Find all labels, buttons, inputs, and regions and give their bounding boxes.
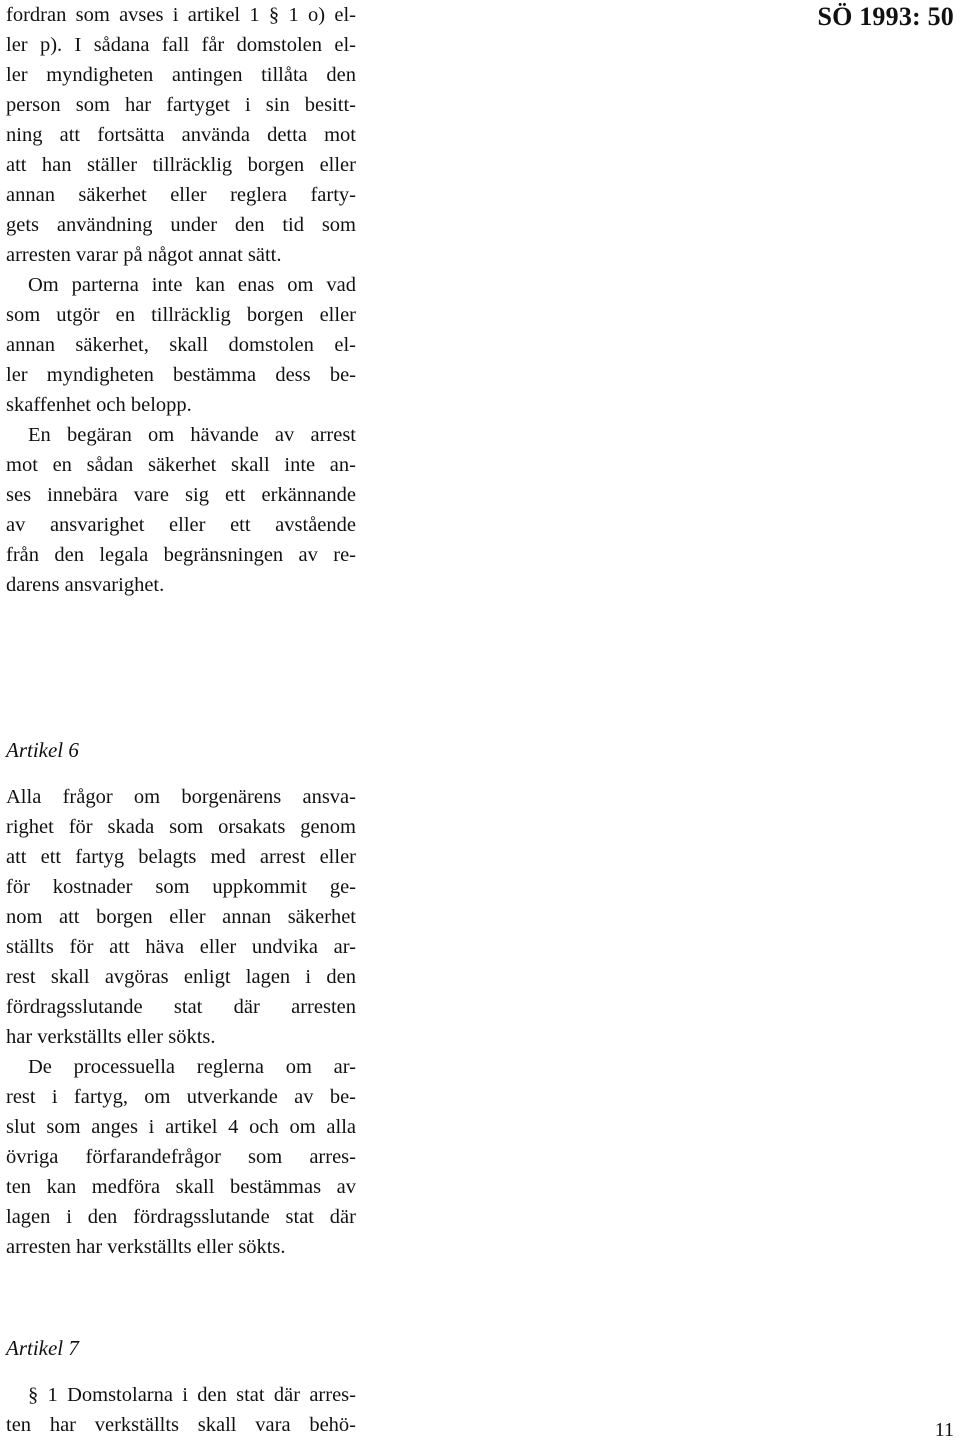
text-line: att han ställer tillräcklig borgen eller bbox=[6, 154, 356, 176]
document-reference: SÖ 1993: 50 bbox=[817, 2, 954, 31]
article-6-heading: Artikel 6 bbox=[6, 738, 79, 762]
text-line: ler myndigheten antingen tillåta den bbox=[6, 64, 356, 86]
text-line: righet för skada som orsakats genom bbox=[6, 816, 356, 838]
text-line: skaffenhet och belopp. bbox=[6, 394, 192, 416]
text-line: nom att borgen eller annan säkerhet bbox=[6, 906, 356, 928]
text-line: ler myndigheten bestämma dess be- bbox=[6, 364, 356, 386]
text-line: från den legala begränsningen av re- bbox=[6, 544, 356, 566]
text-line: som utgör en tillräcklig borgen eller bbox=[6, 304, 356, 326]
text-line: En begäran om hävande av arrest bbox=[28, 424, 356, 446]
text-line: Om parterna inte kan enas om vad bbox=[28, 274, 356, 296]
page-number: 11 bbox=[934, 1419, 954, 1441]
text-line: rest skall avgöras enligt lagen i den bbox=[6, 966, 356, 988]
text-line: arresten har verkställts eller sökts. bbox=[6, 1236, 286, 1258]
text-line: rest i fartyg, om utverkande av be- bbox=[6, 1086, 356, 1108]
text-line: annan säkerhet eller reglera farty- bbox=[6, 184, 356, 206]
text-line: slut som anges i artikel 4 och om alla bbox=[6, 1116, 356, 1138]
text-line: ställts för att häva eller undvika ar- bbox=[6, 936, 356, 958]
text-line: ning att fortsätta använda detta mot bbox=[6, 124, 356, 146]
text-line: lagen i den fördragsslutande stat där bbox=[6, 1206, 356, 1228]
text-line: övriga förfarandefrågor som arres- bbox=[6, 1146, 356, 1168]
text-line: ler p). I sådana fall får domstolen el- bbox=[6, 34, 356, 56]
text-line: mot en sådan säkerhet skall inte an- bbox=[6, 454, 356, 476]
text-line: ten kan medföra skall bestämmas av bbox=[6, 1176, 356, 1198]
text-line: gets användning under den tid som bbox=[6, 214, 356, 236]
text-line: har verkställts eller sökts. bbox=[6, 1026, 216, 1048]
article-7-heading: Artikel 7 bbox=[6, 1336, 79, 1360]
text-line: av ansvarighet eller ett avstående bbox=[6, 514, 356, 536]
text-line: person som har fartyget i sin besitt- bbox=[6, 94, 356, 116]
text-line: fordran som avses i artikel 1 § 1 o) el- bbox=[6, 4, 356, 26]
text-line: § 1 Domstolarna i den stat där arres- bbox=[28, 1384, 356, 1406]
text-line: darens ansvarighet. bbox=[6, 574, 165, 596]
text-line: fördragsslutande stat där arresten bbox=[6, 996, 356, 1018]
article-7-text-block bbox=[6, 1380, 356, 1440]
text-line: arresten varar på något annat sätt. bbox=[6, 244, 282, 266]
continuation-text-block bbox=[6, 0, 356, 600]
article-6-text-block bbox=[6, 782, 356, 1262]
text-line: annan säkerhet, skall domstolen el- bbox=[6, 334, 356, 356]
text-line: Alla frågor om borgenärens ansva- bbox=[6, 786, 356, 808]
text-line: De processuella reglerna om ar- bbox=[28, 1056, 356, 1078]
text-line: för kostnader som uppkommit ge- bbox=[6, 876, 356, 898]
text-line: ten har verkställts skall vara behö- bbox=[6, 1414, 356, 1436]
text-line: att ett fartyg belagts med arrest eller bbox=[6, 846, 356, 868]
text-line: ses innebära vare sig ett erkännande bbox=[6, 484, 356, 506]
